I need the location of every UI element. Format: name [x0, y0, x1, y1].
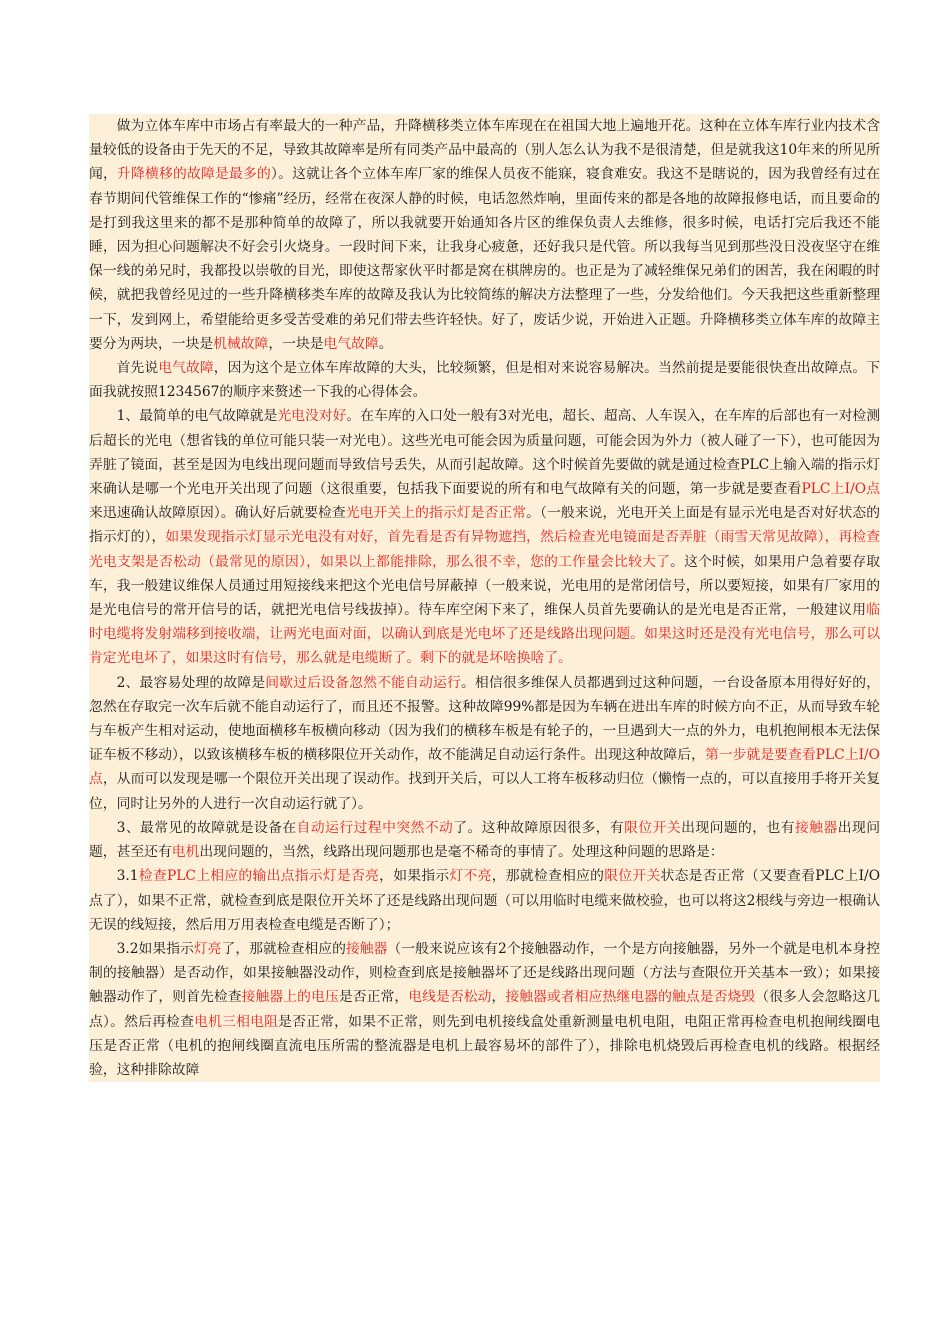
paragraph-item-3-1: [89, 864, 880, 937]
highlight-run: 机械故障: [213, 335, 269, 352]
text-run: 状态是否正常（又要查看PLC上I/O点了），如果不正常，就检查到底是限位开关坏了还是线路出现问题（可以用临时电缆来做校验，也可以将这2根线与旁边一根确认无误的线短接，然后用万用表检查电缆是否断了）；: [89, 868, 881, 933]
text-run: 1、最简单的电气故障就是: [116, 408, 278, 425]
text-run: 出现问题的，也有: [681, 819, 796, 836]
article-body: [89, 114, 880, 1082]
highlight-run: 电线是否松动: [408, 989, 492, 1006]
text-run: ，因为这个是立体车库故障的大头，比较频繁，但是相对来说容易解决。当然前提是要能很快查出故障点。下面我就按照1234567的顺序来赘述一下我的心得体会。: [89, 360, 881, 401]
text-run: 。相信很多维保人员都遇到过这种问题，一台设备原本用得好好的，忽然在存取完一次车后就不能自动运行了，而且还不报警。这种故障99%都是因为车辆在进出车库的时候方向不正，从而导致车轮与车板产生相对运动，使地面横移车板横向移动（因为我们的横移车板是有轮子的，一旦遇到大一点的外力，电机抱闸根本无法保证车板不移动），以致该横移车板的横移限位开关动作，故不能满足自动运行条件。出现这种故障后，: [89, 674, 881, 764]
text-run: ）。这就让各个立体车库厂家的维保人员夜不能寐，寝食难安。我这不是瞎说的，因为我曾经有过在春节期间代管维保工作的“惨痛”经历，经常在夜深人静的时候，电话忽然炸响，里面传来的都是各地的故障报修电话，而且要命的是打到我这里来的都不是那种简单的故障了，所以我就要开始通知各片区的维保负责人去维修，很多时候，电话打完后我还不能睡，因为担心问题解决不好会引火烧身。一段时间下来，让我身心疲惫，还好我只是代管。所以我每当见到那些没日没夜坚守在维保一线的弟兄时，我都投以崇敬的目光，即使这帮家伙平时都是窝在棋牌房的。也正是为了减轻维保兄弟们的困苦，我在闲暇的时候，就把我曾经见过的一些升降横移类车库的故障及我认为比较简练的解决方法整理了一些，分发给他们。今天我把这些重新整理一下，发到网上，希望能给更多受苦受难的弟兄们带去些许轻快。好了，废话少说，开始进入正题。升降横移类立体车库的故障主要分为两块，一块是: [89, 166, 881, 352]
text-run: 。（一般来说，光电开关上面是有显示光电是否对好状态的指示灯的），: [89, 505, 880, 546]
text-run: ，一块是: [268, 335, 324, 352]
text-run: 出现问题，甚至还有: [89, 819, 881, 861]
highlight-run: 灯亮: [193, 940, 222, 957]
highlight-run: 光电开关上的指示灯是否正常: [345, 505, 527, 522]
text-run: 。在车库的入口处一般有3对光电，超长、超高、人车误入，在车库的后部也有一对检测后超长的光电（想省钱的单位可能只装一对光电）。这些光电可能会因为质量问题，可能会因为外力（被人碰了一下），也可能因为弄脏了镜面，甚至是因为电线出现问题而导致信号丢失，从而引起故障。这个时候首先要做的就是通过检查PLC上输入端的指示灯来确认是哪一个光电开关出现了问题（这很重要，包括我下面要说的所有和电气故障有关的问题，第一步就是要查看: [89, 408, 881, 498]
highlight-run: 电气故障: [323, 335, 379, 352]
text-run: 了，那就检查相应的: [221, 940, 346, 957]
text-run: ，: [491, 989, 506, 1006]
highlight-run: 接触器: [345, 940, 388, 957]
paragraph-item-2: [89, 671, 880, 816]
highlight-run: 检查PLC上相应的输出点指示灯是否亮: [138, 868, 380, 885]
text-run: 是否正常，如果不正常，则先到电机接线盒处重新测量电机电阻，电阻正常再检查电机抱闸线圈电压是否正常（电机的抱闸线圈直流电压所需的整流器是电机上最容易坏的部件了），排除电机烧毁后再检查电机的线路。根据经验，这种排除故障: [89, 1013, 881, 1078]
text-run: ，那就检查相应的: [491, 868, 605, 885]
highlight-run: 灯不亮: [449, 868, 492, 885]
paragraph-item-3-2: [89, 937, 880, 1082]
text-run: 3、最常见的故障就是设备在: [116, 819, 297, 836]
highlight-run: 电机: [171, 844, 200, 861]
highlight-run: 自动运行过程中突然不动: [296, 819, 454, 836]
text-run: （一般来说应该有2个接触器动作，一个是方向接触器，另外一个就是电机本身控制的接触器）是否动作，如果接触器没动作，则检查到底是接触器坏了还是线路出现问题（方法与查限位开关基本一致）；如果接触器动作了，则首先检查: [89, 940, 881, 1006]
text-run: 来迅速确认故障原因）。确认好后就要检查: [89, 505, 346, 522]
highlight-run: 限位开关: [604, 868, 661, 885]
text-run: （很多人会忽略这几点）。然后再检查: [89, 989, 881, 1030]
highlight-run: 接触器上的电压: [241, 989, 339, 1006]
text-run: 3.2如果指示: [116, 940, 194, 957]
text-run: ，从而可以发现是哪一个限位开关出现了误动作。找到开关后，可以人工将车板移动归位（懒惰一点的，可以直接用手将开关复位，同时让另外的人进行一次自动运行就了）。: [89, 771, 881, 812]
highlight-run: 临时电缆将发射端移到接收端，让两光电面对面，以确认到底是光电坏了还是线路出现问题。如果这时还是没有光电信号，那么可以肯定光电坏了，如果这时有信号，那么就是电缆断了。剩下的就是坏啥换啥了。: [89, 602, 880, 667]
highlight-run: 限位开关: [624, 819, 682, 836]
text-run: 。这个时候，如果用户急着要存取车，我一般建议维保人员通过用短接线来把这个光电信号屏蔽掉（一般来说，光电用的是常闭信号，所以要短接，如果有厂家用的是光电信号的常开信号的话，就把光电信号线拔掉）。待车库空闲下来了，维保人员首先要确认的是光电是否正常，一般建议用: [89, 553, 880, 619]
text-run: 做为立体车库中市场占有率最大的一种产品，升降横移类立体车库现在在祖国大地上遍地开花。这种在立体车库行业内技术含量较低的设备由于先天的不足，导致其故障率是所有同类产品中最高的（别人怎么认为我不是很清楚，但是就我这10年来的所见所闻，: [89, 118, 880, 183]
paragraph-intro: [89, 114, 880, 356]
highlight-run: 间歇过后设备忽然不能自动运行: [265, 674, 461, 691]
text-run: 首先说: [116, 360, 159, 377]
text-run: 了。这种故障原因很多，有: [453, 819, 625, 836]
highlight-run: 光电没对好: [277, 408, 347, 425]
paragraph-electrical: [89, 356, 880, 404]
text-run: 是否正常，: [338, 989, 409, 1006]
text-run: 出现问题的，当然，线路出现问题那也是毫不稀奇的事情了。处理这种问题的思路是：: [199, 844, 724, 861]
highlight-run: 接触器: [795, 819, 838, 836]
highlight-run: 如果发现指示灯显示光电没有对好，首先看是否有异物遮挡，然后检查光电镜面是否弄脏（雨雪天常见故障），再检查光电支架是否松动（最常见的原因），如果以上都能排除，那么很不幸，您的工作量会比较大了: [89, 529, 880, 570]
text-run: ，如果指示: [379, 868, 450, 885]
highlight-run: 接触器或者相应热继电器的触点是否烧毁: [505, 989, 756, 1006]
paragraph-item-3: [89, 816, 880, 864]
highlight-run: 电机三相电阻: [194, 1013, 279, 1030]
highlight-run: 电气故障: [158, 360, 214, 377]
highlight-run: 第一步就是要查看PLC上I/O点: [89, 747, 880, 788]
text-run: 3.1: [116, 868, 139, 885]
text-run: 。: [378, 335, 393, 352]
highlight-run: PLC上I/O点: [801, 481, 880, 498]
text-run: 2、最容易处理的故障是: [116, 674, 266, 691]
highlight-run: 升降横移的故障是最多的: [117, 166, 272, 183]
paragraph-item-1: [89, 404, 880, 670]
